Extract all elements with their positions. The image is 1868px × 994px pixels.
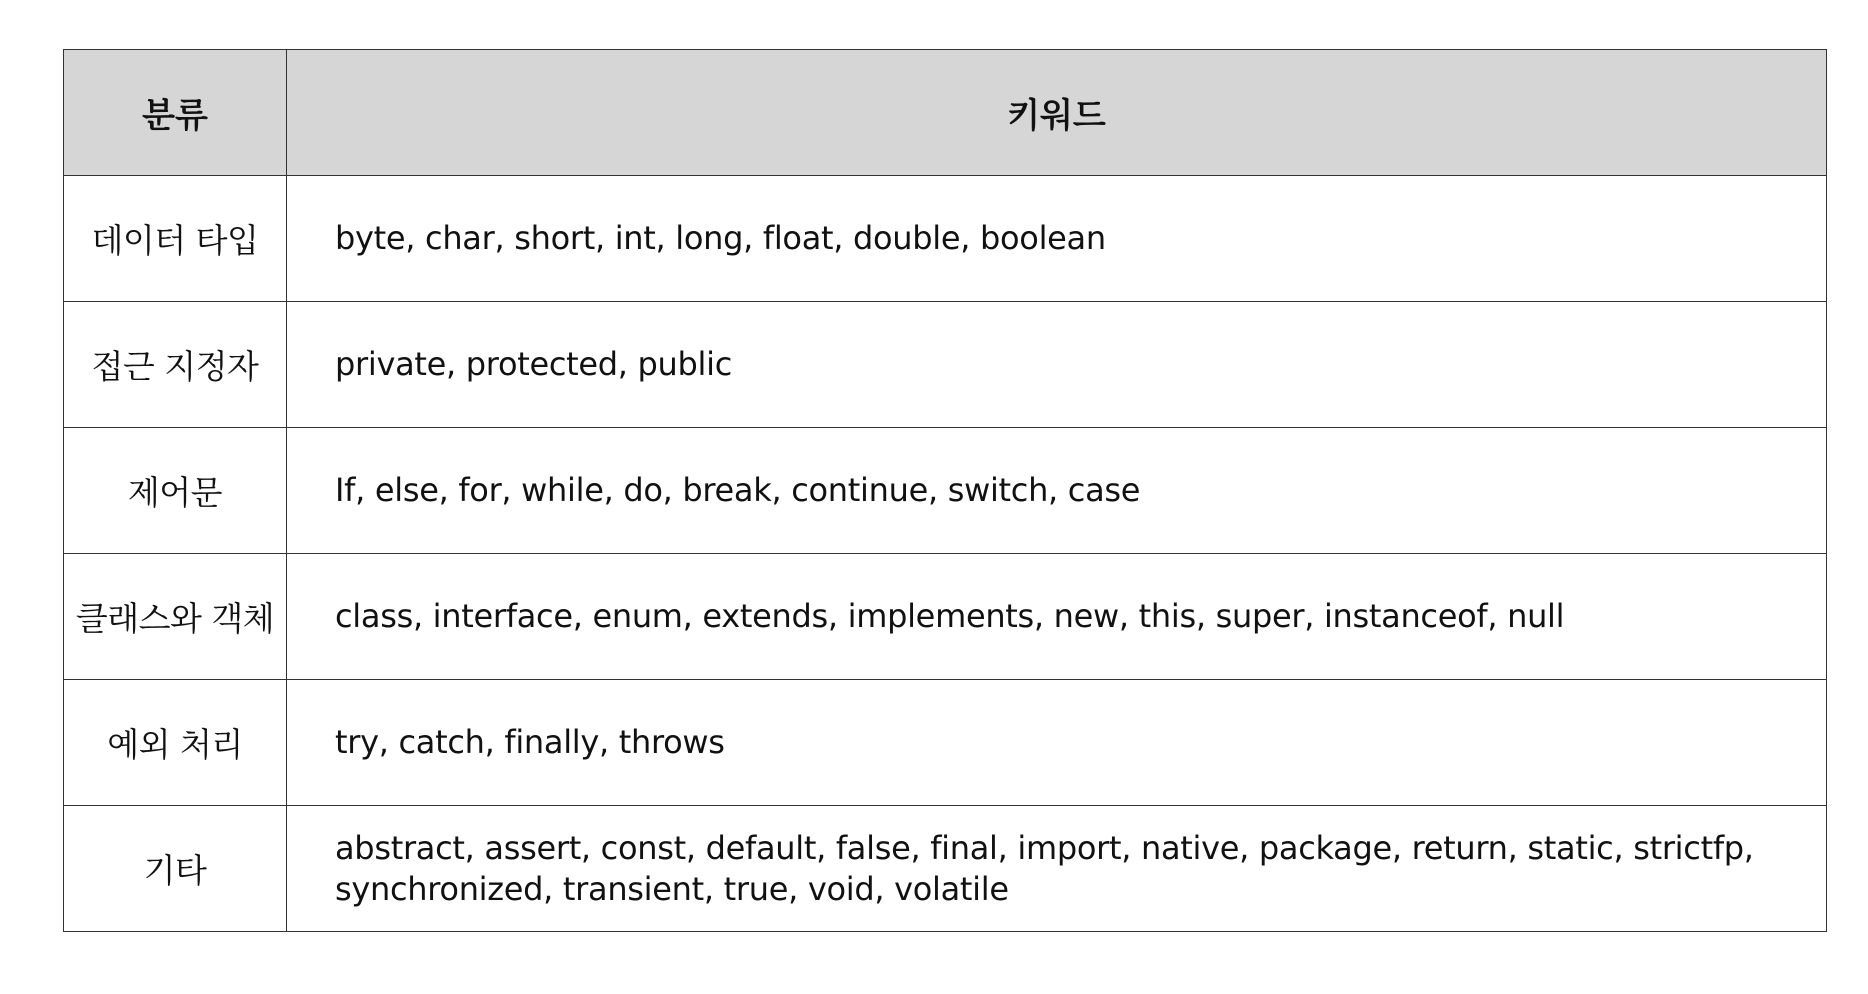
header-row [64,50,1827,176]
table-row [64,428,1827,554]
keywords-cell: try, catch, finally, throws [287,680,1827,806]
table-row [64,806,1827,932]
keywords-cell: private, protected, public [287,302,1827,428]
category-cell: 데이터 타입 [64,176,287,302]
keywords-cell: abstract, assert, const, default, false, final, import, native, package, return, static, strictfp, synchronized, transient, true, void, volatile [287,806,1827,932]
table-row [64,176,1827,302]
table-body [64,176,1827,932]
category-cell: 클래스와 객체 [64,554,287,680]
header-keywords: 키워드 [287,50,1827,176]
table-row [64,302,1827,428]
category-cell: 기타 [64,806,287,932]
header-category: 분류 [64,50,287,176]
keywords-cell: If, else, for, while, do, break, continue, switch, case [287,428,1827,554]
category-cell: 제어문 [64,428,287,554]
keywords-cell: class, interface, enum, extends, implements, new, this, super, instanceof, null [287,554,1827,680]
category-cell: 예외 처리 [64,680,287,806]
java-keywords-table [63,49,1827,932]
table-row [64,680,1827,806]
table-header [64,50,1827,176]
keywords-cell: byte, char, short, int, long, float, double, boolean [287,176,1827,302]
table-row [64,554,1827,680]
category-cell: 접근 지정자 [64,302,287,428]
